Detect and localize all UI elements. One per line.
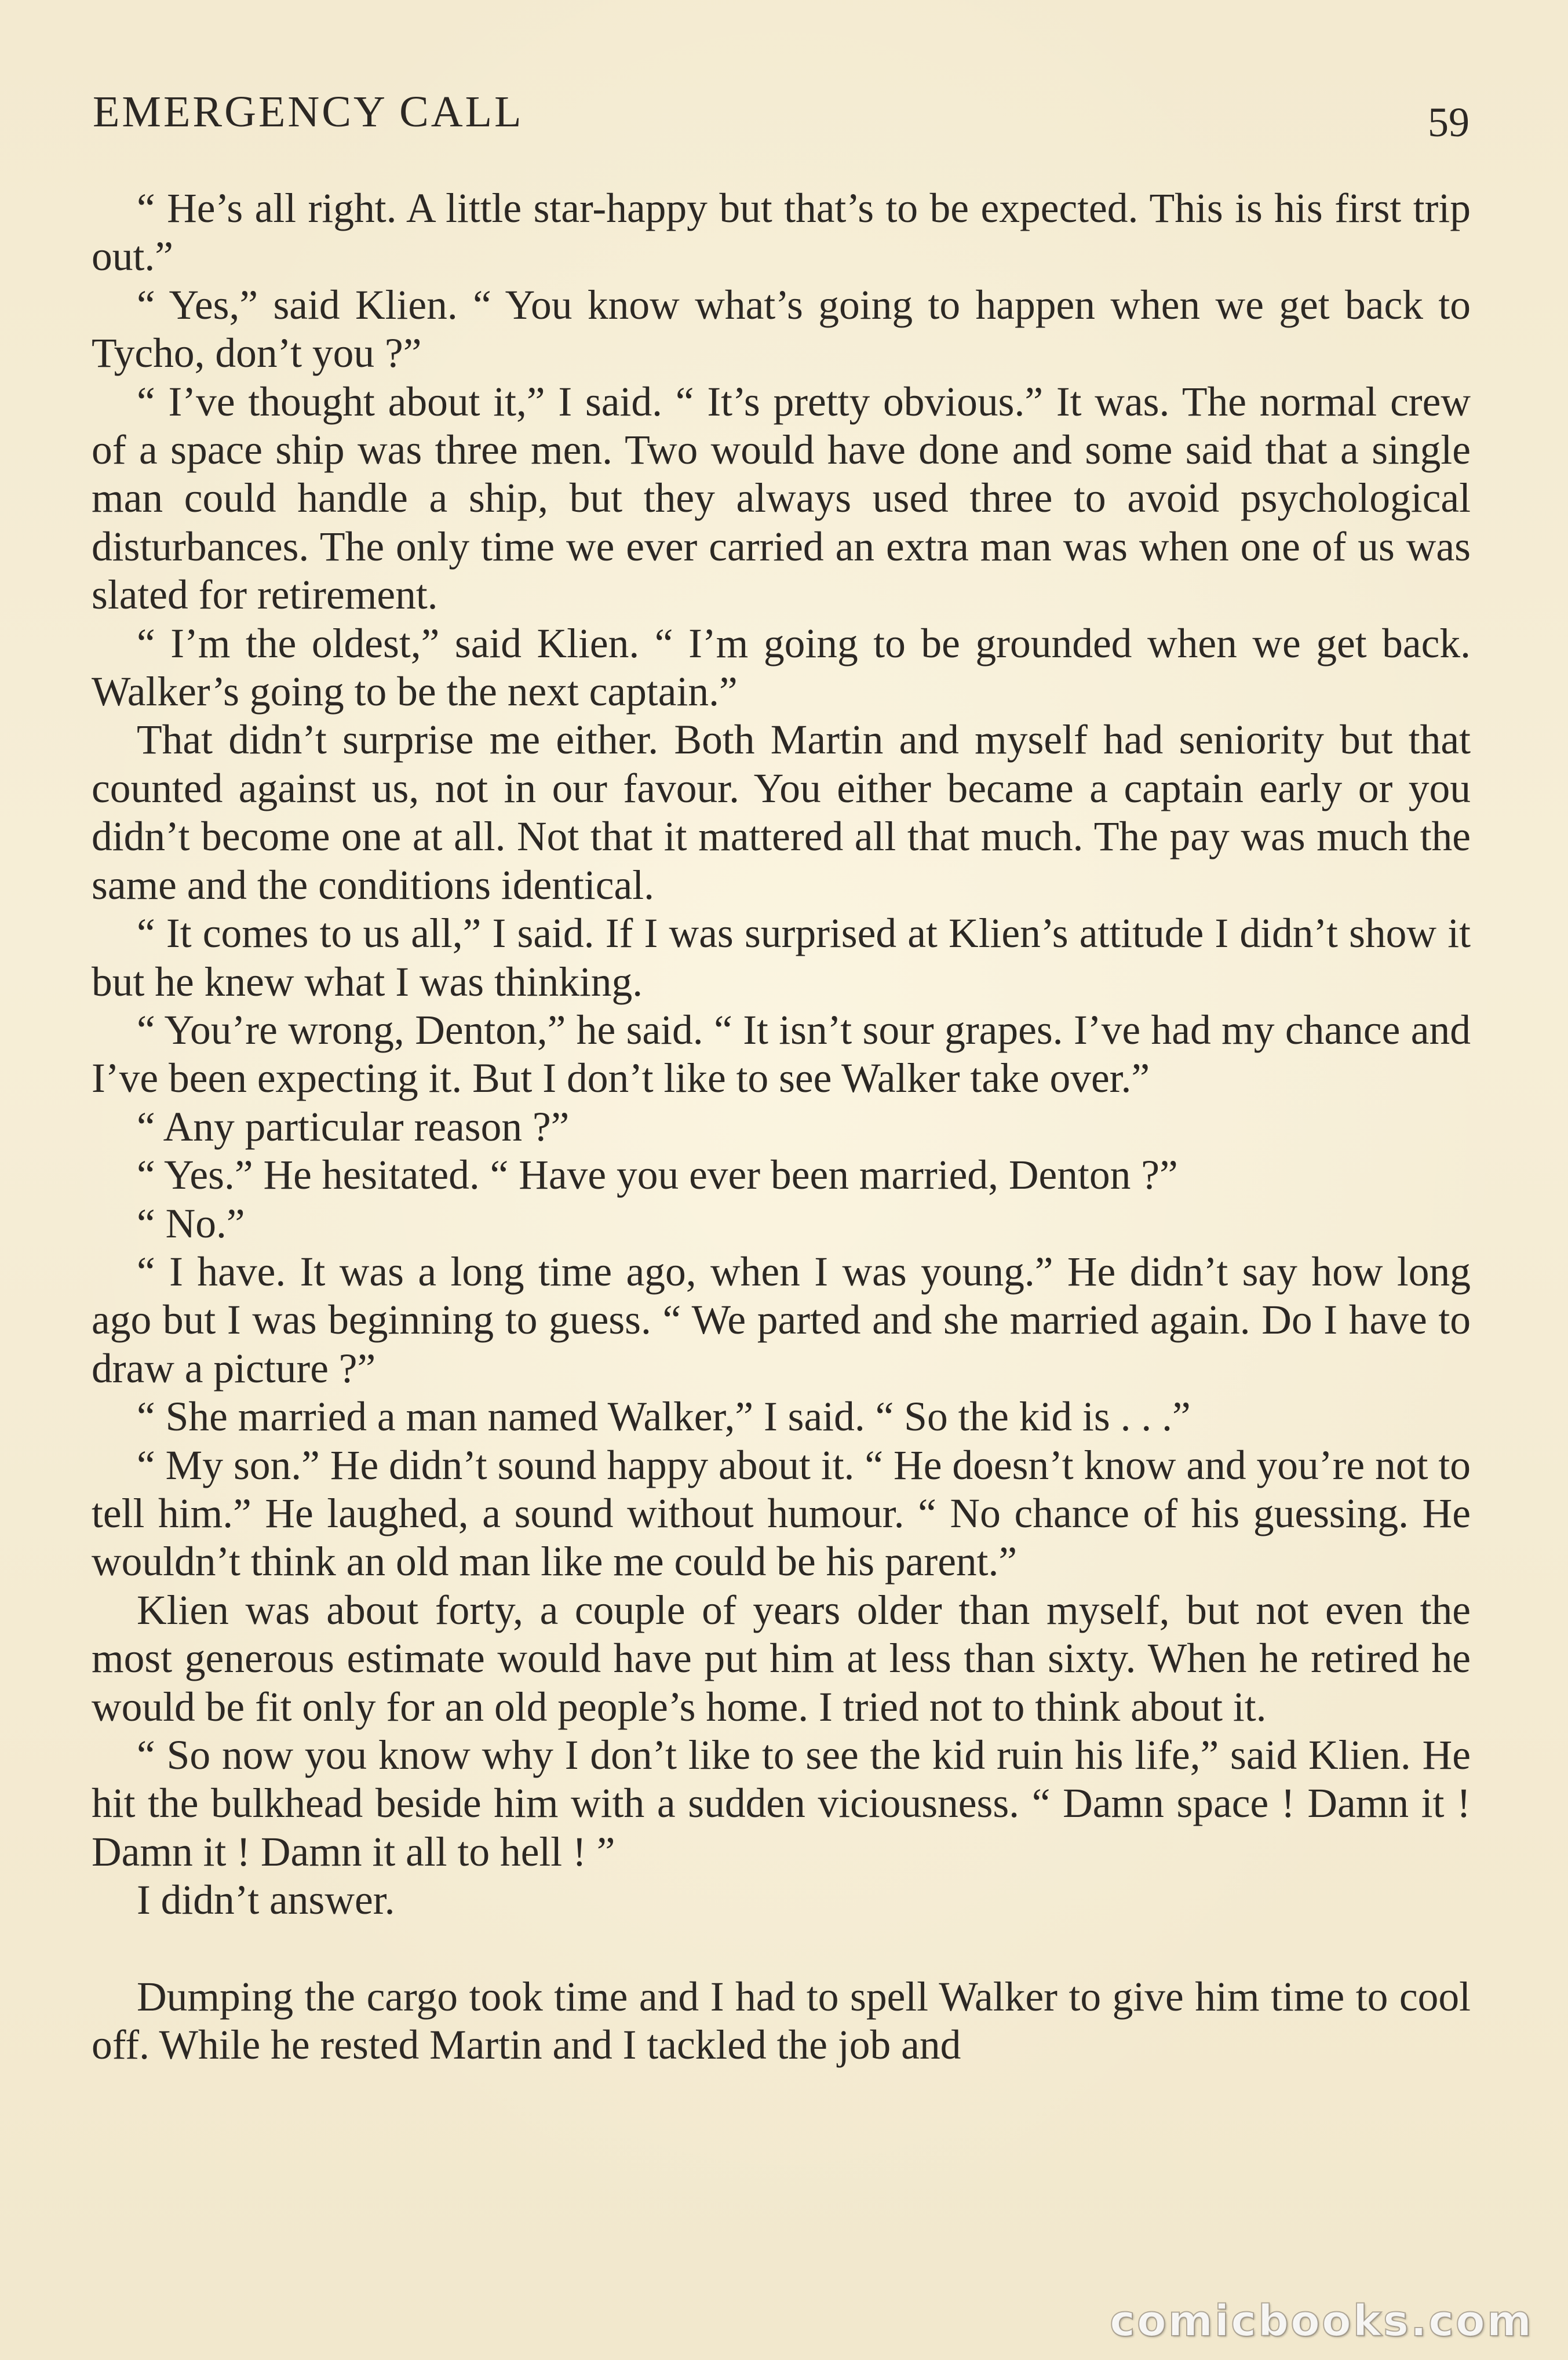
paragraph: “ You’re wrong, Denton,” he said. “ It isn’t sour grapes. I’ve had my chance and I’ve been expecting it. But I don’t like to see Walker take over.” [92, 1007, 1471, 1102]
paragraph: “ I’ve thought about it,” I said. “ It’s pretty obvious.” It was. The normal crew of a space ship was three men. Two would have done and some said that a single man could handle a ship, but they always used three to avoid psychological disturbances. The only time we ever carried an extra man was when one of us was slated for retirement. [92, 378, 1471, 618]
paragraph: “ I’m the oldest,” said Klien. “ I’m going to be grounded when we get back. Walker’s going to be the next captain.” [92, 620, 1471, 715]
page-header [93, 87, 1469, 151]
paragraph: “ My son.” He didn’t sound happy about it. “ He doesn’t know and you’re not to tell him.” He laughed, a sound without humour. “ No chance of his guessing. He wouldn’t think an old man like me could be his parent.” [92, 1442, 1471, 1585]
paragraph: Dumping the cargo took time and I had to spell Walker to give him time to cool off. While he rested Martin and I tackled the job and [92, 1973, 1471, 2068]
body-text [92, 184, 1471, 2069]
paragraph: “ Any particular reason ?” [137, 1103, 570, 1150]
paragraph: “ Yes.” He hesitated. “ Have you ever been married, Denton ?” [137, 1152, 1178, 1199]
paragraph: “ I have. It was a long time ago, when I was young.” He didn’t say how long ago but I was beginning to guess. “ We parted and she married again. Do I have to draw a picture ?” [92, 1248, 1471, 1392]
paragraph: “ He’s all right. A little star-happy but that’s to be expected. This is his first trip out.” [92, 185, 1471, 280]
paragraph: I didn’t answer. [137, 1877, 395, 1924]
watermark-logo: comicbooks.com [1110, 2296, 1533, 2346]
paragraph: That didn’t surprise me either. Both Martin and myself had seniority but that counted against us, not in our favour. You either became a captain early or you didn’t become one at all. Not that it mattered all that much. The pay was much the same and the conditions identical. [92, 717, 1471, 908]
paragraph: “ Yes,” said Klien. “ You know what’s going to happen when we get back to Tycho, don’t you ?” [92, 282, 1471, 377]
paragraph: “ So now you know why I don’t like to see the kid ruin his life,” said Klien. He hit the bulkhead beside him with a sudden viciousness. “ Damn space ! Damn it ! Damn it ! Damn it all to hell ! ” [92, 1732, 1471, 1875]
page-number: 59 [1428, 99, 1469, 145]
paragraph: “ It comes to us all,” I said. If I was surprised at Klien’s attitude I didn’t show it but he knew what I was thinking. [92, 911, 1471, 1005]
paragraph: “ No.” [137, 1200, 245, 1247]
paragraph: “ She married a man named Walker,” I said. “ So the kid is . . .” [137, 1394, 1191, 1440]
paragraph: Klien was about forty, a couple of years older than myself, but not even the most generous estimate would have put him at less than sixty. When he retired he would be fit only for an old people’s home. I tried not to think about it. [92, 1587, 1471, 1730]
running-title: EMERGENCY CALL [93, 88, 524, 136]
